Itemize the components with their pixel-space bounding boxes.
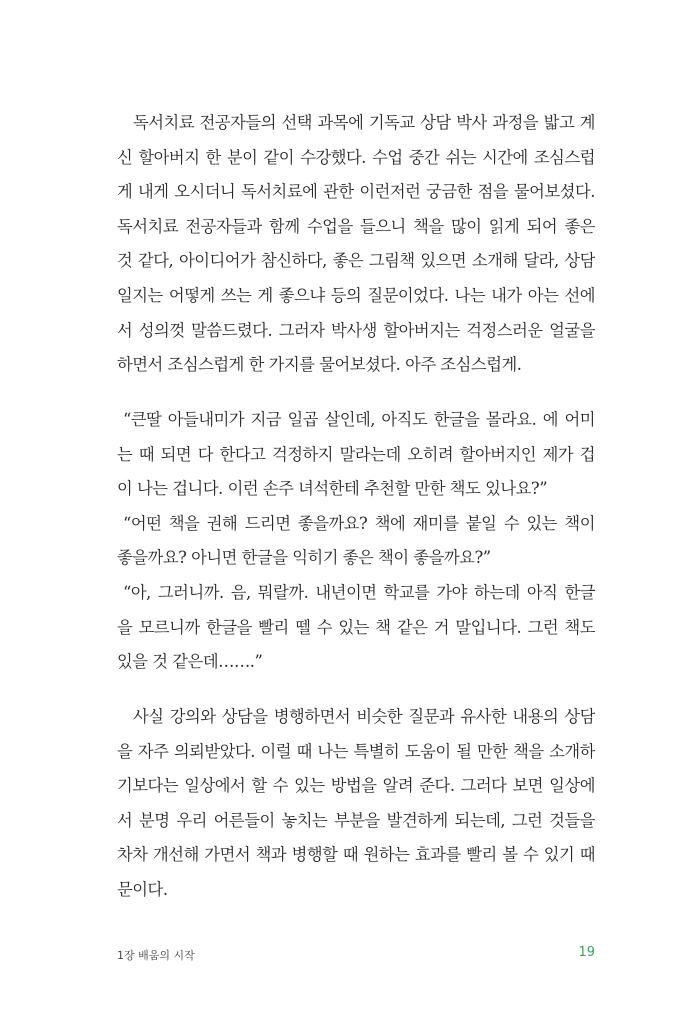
text-line: “어떤 책을 권해 드리면 좋을까요? 책에 재미를 붙일 수 있는 책이 [123,513,595,533]
paragraph-2 [117,403,595,680]
text-line: 좋을까요? 아니면 한글을 익히기 좋은 책이 좋을까요?” [117,548,491,568]
text-line: 는 때 되면 다 한다고 걱정하지 말라는데 오히려 할아버지인 제가 겁 [117,444,595,464]
text-line: 기보다는 일상에서 할 수 있는 방법을 알려 준다. 그러다 보면 일상에 [117,776,595,796]
text-line: 이 나는 겁니다. 이런 손주 녀석한테 추천할 만한 책도 있나요?” [117,479,548,499]
text-line: 을 자주 의뢰받았다. 이럴 때 나는 특별히 도움이 될 만한 책을 소개하 [117,741,595,761]
text-line: “큰딸 아들내미가 지금 일곱 살인데, 아직도 한글을 몰라요. 에 어미 [123,410,595,429]
paragraph-3 [117,700,595,908]
text-line: 사실 강의와 상담을 병행하면서 비슷한 질문과 유사한 내용의 상담 [133,707,595,726]
text-line: 을 모르니까 한글을 빨리 뗄 수 있는 책 같은 거 말입니다. 그런 책도 [117,617,595,637]
text-line: 일지는 어떻게 쓰는 게 좋으냐 등의 질문이었다. 나는 내가 아는 선에 [117,285,595,305]
page-number: 19 [578,945,595,960]
text-line: 하면서 조심스럽게 한 가지를 물어보셨다. 아주 조심스럽게. [117,355,522,375]
text-line: “아, 그러니까. 음, 뭐랄까. 내년이면 학교를 가야 하는데 아직 한글 [123,582,595,602]
text-line: 독서치료 전공자들의 선택 과목에 기독교 상담 박사 과정을 밟고 계 [133,113,595,132]
text-line: 신 할아버지 한 분이 같이 수강했다. 수업 중간 쉬는 시간에 조심스럽 [117,147,595,167]
paragraph-1 [117,106,595,383]
text-line: 있을 것 같은데…….” [117,652,263,672]
chapter-footer: 1장 배움의 시작 [117,949,195,962]
text-line: 차차 개선해 가면서 책과 병행할 때 원하는 효과를 빨리 볼 수 있기 때 [117,845,595,865]
text-line: 서 성의껏 말씀드렸다. 그러자 박사생 할아버지는 걱정스러운 얼굴을 [117,320,595,340]
text-line: 것 같다, 아이디어가 참신하다, 좋은 그림책 있으면 소개해 달라, 상담 [117,251,595,271]
text-line: 문이다. [117,879,168,899]
text-line: 서 분명 우리 어른들이 놓치는 부분을 발견하게 되는데, 그런 것들을 [117,810,595,830]
text-line: 독서치료 전공자들과 함께 수업을 들으니 책을 많이 읽게 되어 좋은 [117,216,595,236]
text-line: 게 내게 오시더니 독서치료에 관한 이런저런 궁금한 점을 물어보셨다. [117,182,595,202]
